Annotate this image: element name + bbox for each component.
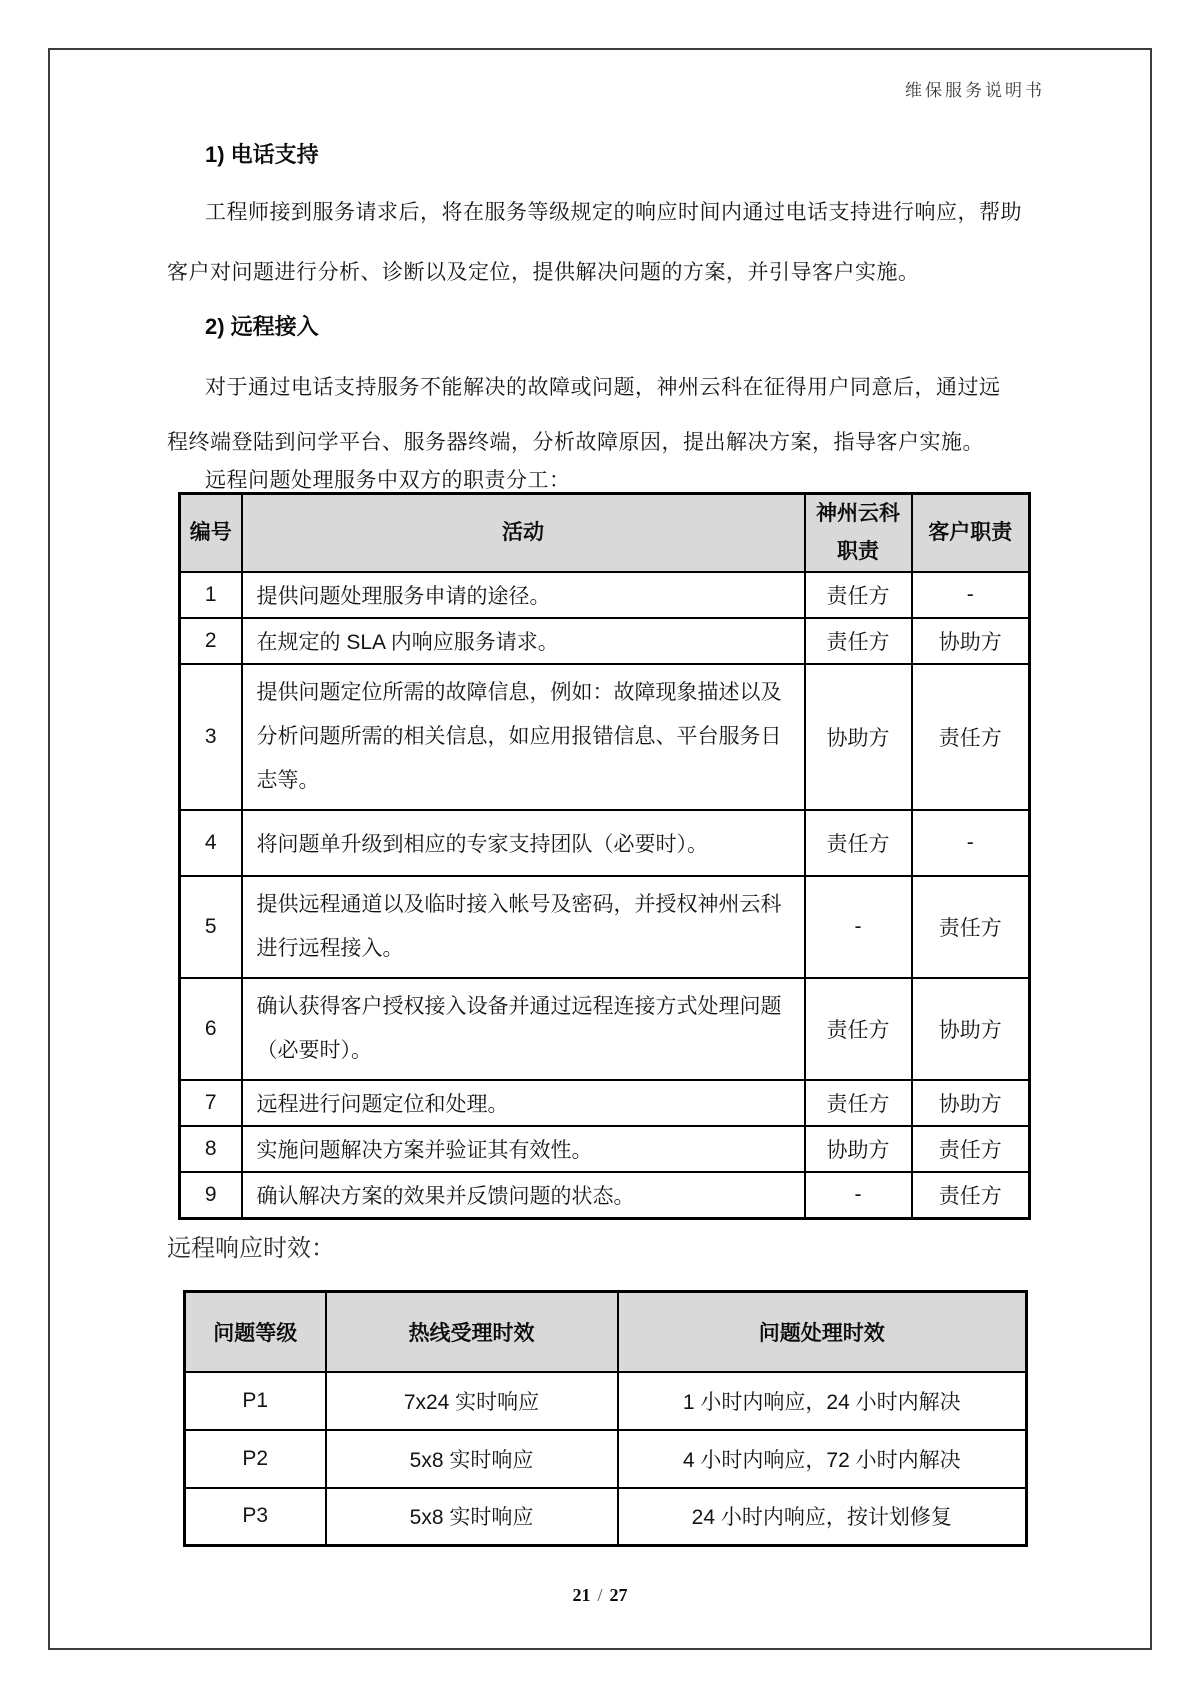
paragraph-phone-support-line2: 客户对问题进行分析、诊断以及定位，提供解决问题的方案，并引导客户实施。 [167, 261, 920, 284]
col-header-customer-duty: 客户职责 [912, 494, 1030, 573]
cell-customer-role: 协助方 [912, 1080, 1030, 1126]
table-row [180, 572, 1030, 618]
cell-yunke-role: 责任方 [805, 978, 912, 1080]
cell-hotline: 5x8 实时响应 [326, 1488, 618, 1546]
cell-activity: 实施问题解决方案并验证其有效性。 [242, 1126, 805, 1172]
table-row [180, 810, 1030, 876]
cell-yunke-role: 协助方 [805, 664, 912, 810]
cell-customer-role: 协助方 [912, 978, 1030, 1080]
cell-customer-role: 责任方 [912, 1172, 1030, 1218]
cell-activity: 确认获得客户授权接入设备并通过远程连接方式处理问题（必要时）。 [242, 978, 805, 1080]
cell-yunke-role: 责任方 [805, 572, 912, 618]
cell-number: 1 [180, 572, 242, 618]
cell-level: P1 [185, 1372, 326, 1430]
cell-handling: 1 小时内响应，24 小时内解决 [618, 1372, 1027, 1430]
responsibility-table [178, 492, 1031, 1220]
sla-section-label: 远程响应时效： [167, 1235, 335, 1262]
cell-activity: 提供问题定位所需的故障信息，例如：故障现象描述以及分析问题所需的相关信息，如应用报错信息、平台服务日志等。 [242, 664, 805, 810]
sla-table [183, 1290, 1028, 1547]
cell-number: 9 [180, 1172, 242, 1218]
cell-customer-role: 协助方 [912, 618, 1030, 664]
cell-customer-role: 责任方 [912, 664, 1030, 810]
paragraph-remote-access-line2: 程终端登陆到问学平台、服务器终端，分析故障原因，提出解决方案，指导客户实施。 [167, 431, 984, 454]
cell-handling: 24 小时内响应，按计划修复 [618, 1488, 1027, 1546]
cell-number: 8 [180, 1126, 242, 1172]
table-row [180, 1172, 1030, 1218]
cell-customer-role: 责任方 [912, 1126, 1030, 1172]
cell-number: 7 [180, 1080, 242, 1126]
total-page-number: 27 [609, 1585, 628, 1605]
paragraph-phone-support-line1: 工程师接到服务请求后，将在服务等级规定的响应时间内通过电话支持进行响应，帮助 [205, 201, 1022, 224]
current-page-number: 21 [572, 1585, 591, 1605]
cell-yunke-role: 责任方 [805, 618, 912, 664]
cell-activity: 提供远程通道以及临时接入帐号及密码，并授权神州云科进行远程接入。 [242, 876, 805, 978]
col-header-activity: 活动 [242, 494, 805, 573]
col-header-problem-level: 问题等级 [185, 1292, 326, 1372]
cell-yunke-role: 责任方 [805, 1080, 912, 1126]
table-header-row [180, 494, 1030, 573]
page-number-separator: / [597, 1585, 603, 1605]
table-row [180, 664, 1030, 810]
cell-yunke-role: 协助方 [805, 1126, 912, 1172]
cell-hotline: 7x24 实时响应 [326, 1372, 618, 1430]
cell-activity: 远程进行问题定位和处理。 [242, 1080, 805, 1126]
cell-yunke-role: - [805, 1172, 912, 1218]
table-row [180, 1126, 1030, 1172]
cell-customer-role: - [912, 810, 1030, 876]
cell-yunke-role: 责任方 [805, 810, 912, 876]
col-header-yunke-duty: 神州云科职责 [805, 494, 912, 573]
table-row [180, 876, 1030, 978]
cell-number: 5 [180, 876, 242, 978]
table-row [180, 618, 1030, 664]
cell-hotline: 5x8 实时响应 [326, 1430, 618, 1488]
cell-number: 4 [180, 810, 242, 876]
cell-level: P3 [185, 1488, 326, 1546]
cell-activity: 确认解决方案的效果并反馈问题的状态。 [242, 1172, 805, 1218]
heading-phone-support: 1) 电话支持 [205, 142, 319, 167]
cell-customer-role: 责任方 [912, 876, 1030, 978]
cell-activity: 将问题单升级到相应的专家支持团队（必要时）。 [242, 810, 805, 876]
cell-number: 6 [180, 978, 242, 1080]
col-header-number: 编号 [180, 494, 242, 573]
paragraph-remote-access-line1: 对于通过电话支持服务不能解决的故障或问题，神州云科在征得用户同意后，通过远 [205, 376, 1001, 399]
cell-yunke-role: - [805, 876, 912, 978]
cell-activity: 在规定的 SLA 内响应服务请求。 [242, 618, 805, 664]
table-row [180, 1080, 1030, 1126]
cell-customer-role: - [912, 572, 1030, 618]
cell-number: 2 [180, 618, 242, 664]
table-row [185, 1372, 1027, 1430]
cell-activity: 提供问题处理服务申请的途径。 [242, 572, 805, 618]
cell-level: P2 [185, 1430, 326, 1488]
table-header-row [185, 1292, 1027, 1372]
table-row [185, 1430, 1027, 1488]
heading-remote-access: 2) 远程接入 [205, 314, 319, 339]
cell-handling: 4 小时内响应，72 小时内解决 [618, 1430, 1027, 1488]
col-header-hotline-sla: 热线受理时效 [326, 1292, 618, 1372]
table-row [185, 1488, 1027, 1546]
responsibility-table-intro: 远程问题处理服务中双方的职责分工： [205, 469, 571, 492]
document-title-header: 维保服务说明书 [905, 81, 1045, 100]
table-row [180, 978, 1030, 1080]
page-number-footer [0, 1585, 1200, 1606]
cell-number: 3 [180, 664, 242, 810]
col-header-handling-sla: 问题处理时效 [618, 1292, 1027, 1372]
